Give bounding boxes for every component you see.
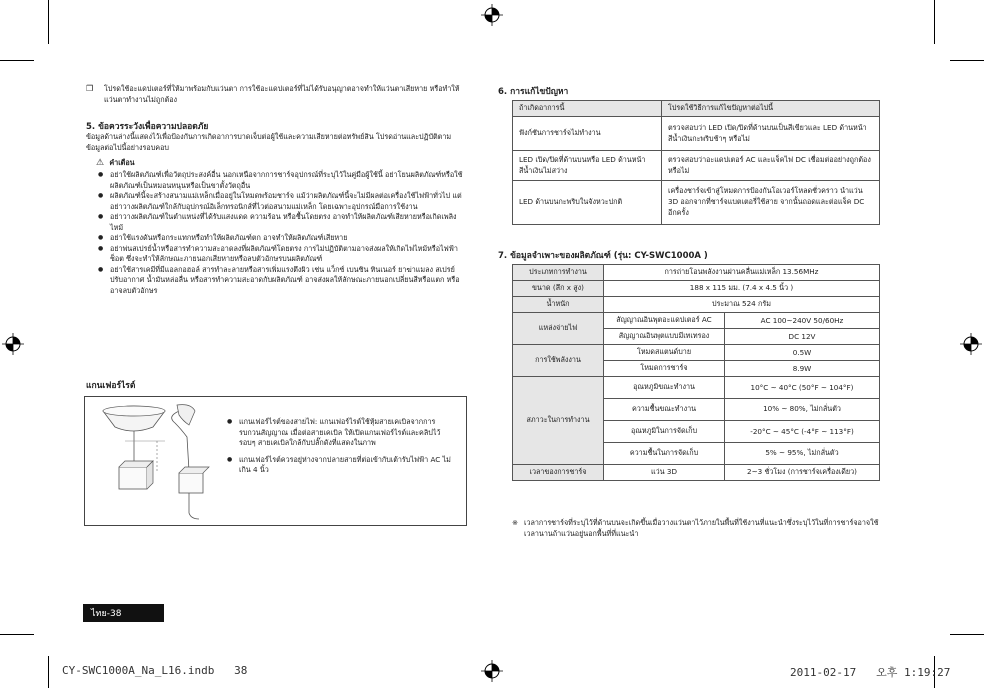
spec-value: ประมาณ 524 กรัม [604,297,880,313]
registration-mark-icon [960,333,982,355]
spec-sublabel: แว่น 3D [604,465,725,481]
list-item: ● อย่าใช้สารเคมีที่มีแอลกอฮอล์ สารทำละลายหรือสารเพิ่มแรงตึงผิว เช่น แว็กซ์ เบนซิน ทินเนอร์ ยาฆ่าแมลง สเปรย์ปรับอากาศ น้ำมันหล่อลื่น หรือสารทำความสะอาดกับผลิตภัณฑ์ อาจส่งผลให้ลักษณะภายนอกเปลี่ยนสีหรือแตก หรืออาจลบตัวอักษร [96,265,466,297]
footer-file-info: CY-SWC1000A_Na_L16.indb 38 [62,664,248,677]
section5-title: 5. ข้อควรระวังเพื่อความปลอดภัย [86,122,209,132]
footer-timestamp: 2011-02-17 오후 1:19:27 [790,666,951,679]
list-item: ● อย่าวางผลิตภัณฑ์ในตำแหน่งที่ได้รับแสงแดด ความร้อน หรือชื้นโดยตรง อาจทำให้ผลิตภัณฑ์เสียหายหรือเกิดเพลิงไหม้ [96,212,466,233]
crop-mark [934,0,935,44]
spec-sublabel: ความชื้นขณะทำงาน [604,399,725,421]
list-item: ● อย่าใช้แรงดันหรือกระแทกหรือทำให้ผลิตภัณฑ์ตก อาจทำให้ผลิตภัณฑ์เสียหาย [96,233,466,244]
spec-label: สภาวะในการทำงาน [513,377,604,465]
warning-heading [96,158,135,169]
registration-mark-icon [2,333,24,355]
spec-value: 10% ~ 80%, ไม่กลั่นตัว [725,399,880,421]
spec-value: 8.9W [725,361,880,377]
ferrite-core-illustration [95,401,215,521]
spec-value: การถ่ายโอนพลังงานผ่านคลื่นแม่เหล็ก 13.56MHz [604,265,880,281]
spec-label: การใช้พลังงาน [513,345,604,377]
footnote-mark: ※ [512,518,519,527]
crop-mark [48,656,49,688]
intro-note [86,84,466,105]
ferrite-points [225,417,457,476]
spec-sublabel: อุณหภูมิขณะทำงาน [604,377,725,399]
section5-intro: ข้อมูลด้านล่างนี้แสดงไว้เพื่อป้องกันการเกิดอาการบาดเจ็บต่อผู้ใช้และความเสียหายต่อทรัพย์สิน โปรดอ่านและปฏิบัติตามข้อมูลต่อไปนี้อย่างรอบคอบ [86,132,452,152]
troubleshooting-table [512,100,880,225]
table-row [513,101,880,117]
registration-mark-icon [481,4,503,26]
spec-sublabel: สัญญาณอินพุตอะแดปเตอร์ AC [604,313,725,329]
spec-sublabel: ความชื้นในการจัดเก็บ [604,443,725,465]
spec-label: น้ำหนัก [513,297,604,313]
crop-mark [950,60,984,61]
footnote-text: เวลาการชาร์จที่ระบุไว้ที่ด้านบนจะเกิดขึ้นเมื่อวางแว่นตาไว้ภายในพื้นที่ใช้งานที่แนะนำซึ่งระบุไว้ในที่การชาร์จอาจใช้เวลานานถ้าแว่นอยู่นอกพื้นที่ที่แนะนำ [524,518,879,538]
table-row [513,297,880,313]
table-row [513,465,880,481]
table-header: โปรดใช้วิธีการแก้ไขปัญหาต่อไปนี้ [662,101,880,117]
table-cell: ตรวจสอบว่า LED เปิด/ปิดที่ด้านบนเป็นสีเขียวและ LED ด้านหน้าสีน้ำเงินกะพริบช้าๆ หรือไม่ [662,117,880,151]
specs-table [512,264,880,481]
ferrite-title: แกนเฟอร์ไรต์ [86,381,136,391]
table-cell: LED ด้านบนกะพริบในจังหวะปกติ [513,181,662,225]
warning-triangle-icon: ⚠ [96,158,105,168]
table-row [513,281,880,297]
table-row [513,313,880,329]
specs-table-wrap [512,264,880,481]
spec-value: 188 x 115 มม. (7.4 x 4.5 นิ้ว ) [604,281,880,297]
spec-value: -20°C ~ 45°C (-4°F ~ 113°F) [725,421,880,443]
spec-value: AC 100~240V 50/60Hz [725,313,880,329]
table-cell: เครื่องชาร์จเข้าสู่โหมดการป้องกันโอเวอร์โหลดชั่วคราว นำแว่น 3D ออกจากที่ชาร์จแบตเตอรี่ใช้สาย จากนั้นถอดและต่อแจ็ค DC อีกครั้ง [662,181,880,225]
table-cell: ตรวจสอบว่าอะแดปเตอร์ AC และแจ็คไฟ DC เชื่อมต่ออย่างถูกต้องหรือไม่ [662,151,880,181]
spec-sublabel: โหมดสแตนด์บาย [604,345,725,361]
table-header: ถ้าเกิดอาการนี้ [513,101,662,117]
warning-list [96,170,466,296]
spec-sublabel: อุณหภูมิในการจัดเก็บ [604,421,725,443]
spec-value: DC 12V [725,329,880,345]
table-row [513,151,880,181]
list-item: ● แกนเฟอร์ไรต์ควรอยู่ห่างจากปลายสายที่ต่อเข้ากับเต้ารับไฟฟ้า AC ไม่เกิน 4 นิ้ว [225,455,457,476]
table-cell: LED เปิด/ปิดที่ด้านบนหรือ LED ด้านหน้าสีน้ำเงินไม่สว่าง [513,151,662,181]
intro-note-text: โปรดใช้อะแดปเตอร์ที่ให้มาพร้อมกับแว่นตา การใช้อะแดปเตอร์ที่ไม่ได้รับอนุญาตอาจทำให้แว่นตาเสียหาย หรือทำให้แว่นตาทำงานไม่ถูกต้อง [104,84,460,104]
list-item: ● อย่าใช้ผลิตภัณฑ์เพื่อวัตถุประสงค์อื่น นอกเหนือจากการชาร์จอุปกรณ์ที่ระบุไว้ในคู่มือผู้ใช้นี้ อย่าโยนผลิตภัณฑ์หรือใช้ผลิตภัณฑ์เป็นหมอนหนุนหรือเป็นขาตั้งวัตถุอื่น [96,170,466,191]
spec-value: 2~3 ชั่วโมง (การชาร์จเครื่องเดียว) [725,465,880,481]
table-row [513,181,880,225]
list-item: ● ผลิตภัณฑ์นี้จะสร้างสนามแม่เหล็กเมื่ออยู่ในโหมดพร้อมชาร์จ แม้ว่าผลิตภัณฑ์นี้จะไม่มีผลต่อเครื่องใช้ไฟฟ้าทั่วไป แต่อย่าวางผลิตภัณฑ์ใกล้กับอุปกรณ์อิเล็กทรอนิกส์ที่ไวต่อสนามแม่เหล็ก โดยเฉพาะอุปกรณ์มือการใช้งาน [96,191,466,212]
table-cell: ฟังก์ชันการชาร์จไม่ทำงาน [513,117,662,151]
table-row [513,265,880,281]
section6-title: 6. การแก้ไขปัญหา [498,87,569,97]
crop-mark [48,0,49,44]
list-item: ● อย่าพ่นสเปรย์น้ำหรือสารทำความสะอาดลงที่ผลิตภัณฑ์โดยตรง การไม่ปฏิบัติตามอาจส่งผลให้เกิดไฟไหม้หรือไฟฟ้าช็อต ซึ่งจะทำให้ลักษณะภายนอกเสียหายหรือลบตัวอักษรบนผลิตภัณฑ์ [96,244,466,265]
spec-value: 0.5W [725,345,880,361]
registration-mark-icon [481,660,503,682]
spec-value: 10°C ~ 40°C (50°F ~ 104°F) [725,377,880,399]
crop-mark [0,60,34,61]
spec-value: 5% ~ 95%, ไม่กลั่นตัว [725,443,880,465]
list-item: ● แกนเฟอร์ไรต์ของสายไฟ: แกนเฟอร์ไรต์ใช้หุ้มสายเคเบิลจากการรบกวนสัญญาณ เมื่อต่อสายเคเบิล ให้เปิดแกนเฟอร์ไรต์และคลิปไว้รอบๆ สายเคเบิลใกล้กับปลั๊กดังที่แสดงในภาพ [225,417,457,449]
table-row [513,377,880,399]
table-row [513,345,880,361]
spec-sublabel: สัญญาณอินพุตแบบมีเทเทรอง [604,329,725,345]
spec-sublabel: โหมดการชาร์จ [604,361,725,377]
section7-title: 7. ข้อมูลจำเพาะของผลิตภัณฑ์ (รุ่น: CY-SWC1000A ) [498,251,708,261]
spec-label: ขนาด (ลึก x สูง) [513,281,604,297]
troubleshooting-table-wrap [512,100,880,225]
checkbox-icon: ❒ [86,84,94,93]
spec-label: แหล่งจ่ายไฟ [513,313,604,345]
spec-label: ประเภทการทำงาน [513,265,604,281]
table-row [513,117,880,151]
crop-mark [950,634,984,635]
spec-label: เวลาของการชาร์จ [513,465,604,481]
footnote [512,518,880,539]
warning-label: คำเตือน [109,158,135,167]
ferrite-box [84,396,467,526]
page-number-tag: ไทย-38 [83,604,164,622]
crop-mark [0,634,34,635]
